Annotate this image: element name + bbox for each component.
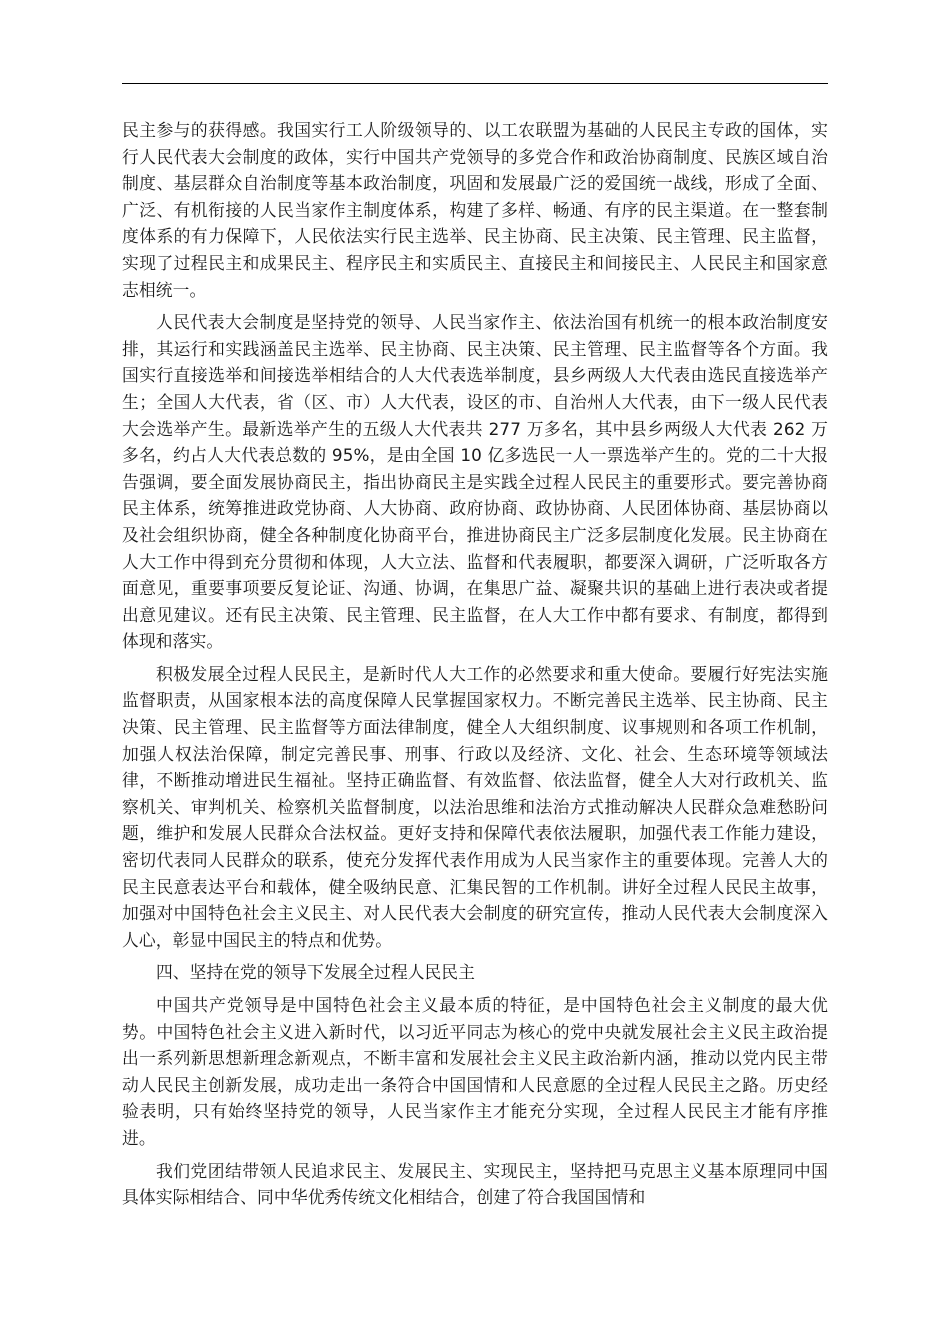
paragraph-4: 中国共产党领导是中国特色社会主义最本质的特征，是中国特色社会主义制度的最大优势。中国特色社会主义进入新时代，以习近平同志为核心的党中央就发展社会主义民主政治提出一系列新思想新理念新观点，不断丰富和发展社会主义民主政治新内涵，推动以党内民主带动人民民主创新发展，成功走出一条符合中国国情和人民意愿的全过程人民民主之路。历史经验表明，只有始终坚持党的领导，人民当家作主才能充分实现，全过程人民民主才能有序推进。 bbox=[122, 995, 828, 1148]
paragraph-2: 人民代表大会制度是坚持党的领导、人民当家作主、依法治国有机统一的根本政治制度安排，其运行和实践涵盖民主选举、民主协商、民主决策、民主管理、民主监督等各个方面。我国实行直接选举和间接选举相结合的人大代表选举制度，县乡两级人大代表由选民直接选举产生；全国人大代表，省（区、市）人大代表，设区的市、自治州人大代表，由下一级人民代表大会选举产生。最新选举产生的五级人大代表共 277 万多名，其中县乡两级人大代表 262 万多名，约占人大代表总数的 95%，是由全国 10 亿多选民一人一票选举产生的。党的二十大报告强调，要全面发展协商民主，指出协商民主是实践全过程人民民主的重要形式。要完善协商民主体系，统筹推进政党协商、人大协商、政府协商、政协协商、人民团体协商、基层协商以及社会组织协商，健全各种制度化协商平台，推进协商民主广泛多层制度化发展。民主协商在人大工作中得到充分贯彻和体现，人大立法、监督和代表履职，都要深入调研，广泛听取各方面意见，重要事项要反复论证、沟通、协调，在集思广益、凝聚共识的基础上进行表决或者提出意见建议。还有民主决策、民主管理、民主监督，在人大工作中都有要求、有制度，都得到体现和落实。 bbox=[122, 312, 828, 652]
paragraph-3: 积极发展全过程人民民主，是新时代人大工作的必然要求和重大使命。要履行好宪法实施监督职责，从国家根本法的高度保障人民掌握国家权力。不断完善民主选举、民主协商、民主决策、民主管理、民主监督等方面法律制度，健全人大组织制度、议事规则和各项工作机制，加强人权法治保障，制定完善民事、刑事、行政以及经济、文化、社会、生态环境等领域法律，不断推动增进民生福祉。坚持正确监督、有效监督、依法监督，健全人大对行政机关、监察机关、审判机关、检察机关监督制度，以法治思维和法治方式推动解决人民群众急难愁盼问题，维护和发展人民群众合法权益。更好支持和保障代表依法履职，加强代表工作能力建设，密切代表同人民群众的联系，使充分发挥代表作用成为人民当家作主的重要体现。完善人大的民主民意表达平台和载体，健全吸纳民意、汇集民智的工作机制。讲好全过程人民民主故事，加强对中国特色社会主义民主、对人民代表大会制度的研究宣传，推动人民代表大会制度深入人心，彰显中国民主的特点和优势。 bbox=[122, 663, 828, 950]
document-body bbox=[122, 117, 828, 1217]
header-rule bbox=[122, 83, 828, 84]
paragraph-1: 民主参与的获得感。我国实行工人阶级领导的、以工农联盟为基础的人民民主专政的国体，实行人民代表大会制度的政体，实行中国共产党领导的多党合作和政治协商制度、民族区域自治制度、基层群众自治制度等基本政治制度，巩固和发展最广泛的爱国统一战线，形成了全面、广泛、有机衔接的人民当家作主制度体系，构建了多样、畅通、有序的民主渠道。在一整套制度体系的有力保障下，人民依法实行民主选举、民主协商、民主决策、民主管理、民主监督，实现了过程民主和成果民主、程序民主和实质民主、直接民主和间接民主、人民民主和国家意志相统一。 bbox=[122, 120, 828, 300]
section-heading: 四、坚持在党的领导下发展全过程人民民主 bbox=[156, 962, 475, 983]
paragraph-5: 我们党团结带领人民追求民主、发展民主、实现民主，坚持把马克思主义基本原理同中国具体实际相结合、同中华优秀传统文化相结合，创建了符合我国国情和 bbox=[122, 1160, 828, 1208]
